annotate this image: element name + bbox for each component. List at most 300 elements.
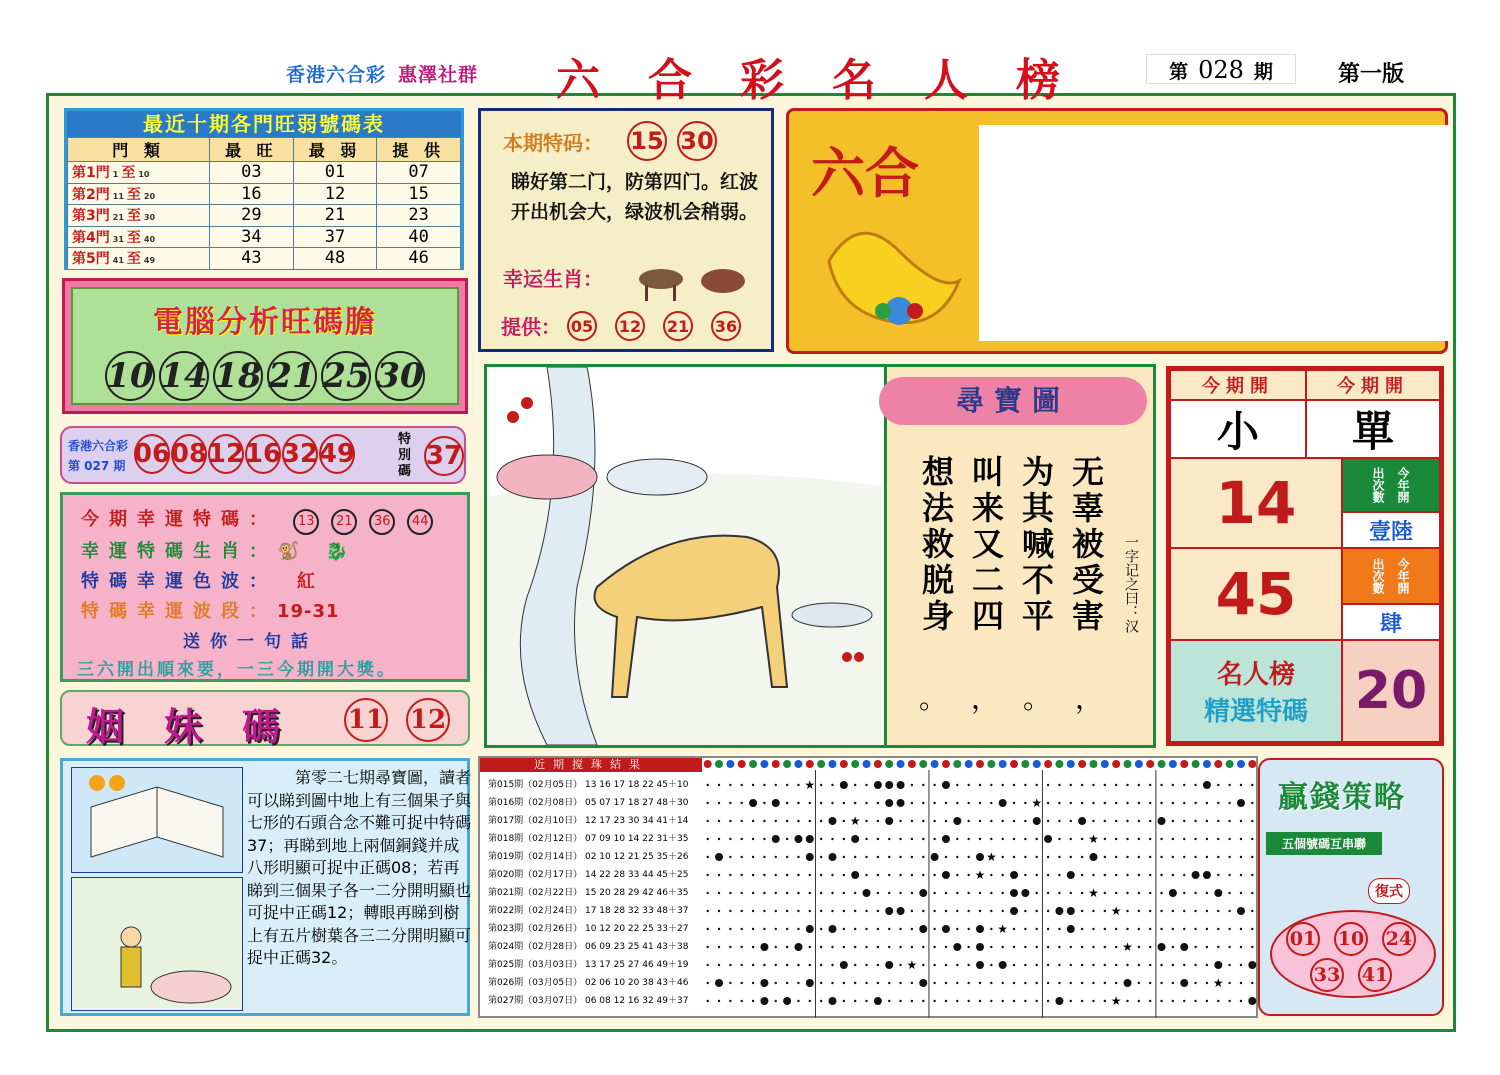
grid-dot xyxy=(820,802,822,804)
grid-dot xyxy=(865,1000,867,1002)
hit-dot xyxy=(1214,961,1222,969)
scholar-image xyxy=(71,877,243,1011)
grid-dot xyxy=(1138,946,1140,948)
grid-dot xyxy=(797,820,799,822)
grid-dot xyxy=(899,928,901,930)
grid-dot xyxy=(990,982,992,984)
grid-dot xyxy=(1217,802,1219,804)
issue-box: 第 028 期 xyxy=(1146,54,1296,84)
grid-dot xyxy=(945,964,947,966)
grid-dot xyxy=(1160,928,1162,930)
grid-dot xyxy=(1081,874,1083,876)
grid-dot xyxy=(729,784,731,786)
grid-dot xyxy=(956,856,958,858)
grid-head-dot xyxy=(1124,760,1132,768)
grid-dot xyxy=(729,982,731,984)
grid-dot xyxy=(1070,802,1072,804)
grid-dot xyxy=(877,838,879,840)
grid-dot xyxy=(1013,784,1015,786)
grid-dot xyxy=(1240,820,1242,822)
grid-dot xyxy=(1024,802,1026,804)
grid-dot xyxy=(1138,874,1140,876)
grid-dot xyxy=(1024,838,1026,840)
grid-dot xyxy=(797,784,799,786)
grid-dot xyxy=(752,1000,754,1002)
grid-dot xyxy=(1024,784,1026,786)
hit-dot xyxy=(1044,835,1052,843)
grid-dot xyxy=(1206,982,1208,984)
grid-dot xyxy=(1183,964,1185,966)
grid-dot xyxy=(877,964,879,966)
grid-head-dot xyxy=(1021,760,1029,768)
grid-dot xyxy=(1070,784,1072,786)
table-row: 第5門 41 至 49 43 48 46 xyxy=(68,248,461,270)
grid-dot xyxy=(729,928,731,930)
special-mark: ★ xyxy=(985,850,997,864)
grid-dot xyxy=(1036,946,1038,948)
grid-dot xyxy=(1149,802,1151,804)
grid-dot xyxy=(1217,910,1219,912)
grid-head-dot xyxy=(1101,760,1109,768)
grid-head-dot xyxy=(1226,760,1234,768)
recent-results xyxy=(478,756,1258,1018)
grid-dot xyxy=(1160,982,1162,984)
grid-dot xyxy=(945,946,947,948)
grid-dot xyxy=(1092,820,1094,822)
grid-dot xyxy=(888,892,890,894)
grid-dot xyxy=(1047,856,1049,858)
special-number: 30 xyxy=(677,121,717,161)
grid-dot xyxy=(763,820,765,822)
grid-dot xyxy=(899,982,901,984)
grid-dot xyxy=(752,964,754,966)
hit-dot xyxy=(715,979,723,987)
grid-dot xyxy=(990,910,992,912)
prev-brand: 香港六合彩 xyxy=(68,439,129,453)
hit-dot xyxy=(976,961,984,969)
result-row: 第021期（02月22日） 15 20 28 29 42 46＋35 xyxy=(488,888,689,898)
grid-dot xyxy=(718,928,720,930)
special-label: 特別碼 xyxy=(398,432,412,479)
grid-dot xyxy=(1126,838,1128,840)
strategy-title: 贏錢策略 xyxy=(1278,780,1406,815)
grid-dot xyxy=(967,820,969,822)
grid-dot xyxy=(752,820,754,822)
hit-dot xyxy=(1033,817,1041,825)
hit-dot xyxy=(885,781,893,789)
hit-dot xyxy=(1067,871,1075,879)
strategy-number: 01 xyxy=(1286,922,1320,956)
grid-head-dot xyxy=(885,760,893,768)
size-result: 小 xyxy=(1169,399,1307,459)
grid-dot xyxy=(933,964,935,966)
grid-dot xyxy=(752,856,754,858)
grid-dot xyxy=(1206,946,1208,948)
grid-head-dot xyxy=(1089,760,1097,768)
grid-dot xyxy=(752,982,754,984)
grid-dot xyxy=(1047,1000,1049,1002)
grid-head-dot xyxy=(1055,760,1063,768)
grid-dot xyxy=(1172,964,1174,966)
grid-dot xyxy=(1024,856,1026,858)
explanation-text: 第零二七期尋寶圖，讀者可以睇到圖中地上有三個果子與七形的石頭合念不難可捉中特碼37；再睇到地上兩個銅錢并成八形明顯可捉中正碼08；若再睇到三個果子各一二分開明顯也可捉中正碼12；轉眼再睇到樹上有五片樹葉各三二分開明顯可捉中正碼32。 xyxy=(247,768,472,967)
grid-dot xyxy=(1001,784,1003,786)
grid-dot xyxy=(956,802,958,804)
grid-dot xyxy=(741,964,743,966)
grid-dot xyxy=(1104,1000,1106,1002)
grid-dot xyxy=(911,892,913,894)
grid-dot xyxy=(922,874,924,876)
grid-dot xyxy=(1149,1000,1151,1002)
grid-dot xyxy=(1149,856,1151,858)
grid-dot xyxy=(786,856,788,858)
poem-column: 无辜被受害 xyxy=(1067,455,1105,635)
grid-dot xyxy=(1228,802,1230,804)
previous-draw xyxy=(60,426,466,484)
hit-dot xyxy=(715,853,723,861)
grid-dot xyxy=(706,982,708,984)
grid-dot xyxy=(1047,802,1049,804)
grid-dot xyxy=(865,964,867,966)
grid-dot xyxy=(1240,784,1242,786)
special-mark: ★ xyxy=(974,868,986,882)
grid-dot xyxy=(729,820,731,822)
grid-dot xyxy=(1172,928,1174,930)
grid-dot xyxy=(1047,982,1049,984)
grid-head-dot xyxy=(1010,760,1018,768)
grid-dot xyxy=(1013,820,1015,822)
strategy-sub: 五個號碼互串聯 xyxy=(1266,832,1382,855)
grid-dot xyxy=(1024,982,1026,984)
grid-dot xyxy=(1240,874,1242,876)
grid-dot xyxy=(967,892,969,894)
grid-dot xyxy=(1081,982,1083,984)
grid-dot xyxy=(786,802,788,804)
grid-dot xyxy=(1138,892,1140,894)
hit-dot xyxy=(840,781,848,789)
grid-dot xyxy=(1104,856,1106,858)
result-row: 第018期（02月12日） 07 09 10 14 22 31＋35 xyxy=(488,834,689,844)
grid-dot xyxy=(809,820,811,822)
strategy-oval xyxy=(1270,910,1436,998)
grid-dot xyxy=(1251,928,1253,930)
grid-dot xyxy=(775,982,777,984)
grid-dot xyxy=(1115,856,1117,858)
grid-dot xyxy=(1172,820,1174,822)
grid-dot xyxy=(797,856,799,858)
grid-dot xyxy=(843,928,845,930)
grid-dot xyxy=(775,856,777,858)
grid-dot xyxy=(1070,820,1072,822)
grid-head-dot xyxy=(828,760,836,768)
grid-dot xyxy=(1172,1000,1174,1002)
grid-dot xyxy=(933,838,935,840)
grid-dot xyxy=(1183,892,1185,894)
grid-dot xyxy=(1036,892,1038,894)
hit-dot xyxy=(772,799,780,807)
grid-dot xyxy=(1138,838,1140,840)
hit-dot xyxy=(828,997,836,1005)
grid-dot xyxy=(729,856,731,858)
grid-head-dot xyxy=(783,760,791,768)
grid-dot xyxy=(865,802,867,804)
grid-dot xyxy=(1115,892,1117,894)
grid-dot xyxy=(1058,820,1060,822)
hit-dot xyxy=(999,799,1007,807)
grid-dot xyxy=(854,784,856,786)
grid-dot xyxy=(922,910,924,912)
edition: 第一版 xyxy=(1338,62,1405,87)
grid-dot xyxy=(1228,910,1230,912)
hit-dot xyxy=(828,925,836,933)
special-mark: ★ xyxy=(1088,832,1099,846)
grid-dot xyxy=(797,802,799,804)
provide-number: 12 xyxy=(615,311,645,341)
grid-dot xyxy=(911,1000,913,1002)
hit-dot xyxy=(942,835,950,843)
grid-dot xyxy=(1001,1000,1003,1002)
goat-pig-icon xyxy=(631,257,751,303)
grid-dot xyxy=(911,784,913,786)
strategy-number: 10 xyxy=(1334,922,1368,956)
hit-dot xyxy=(953,943,961,951)
grid-dot xyxy=(1160,874,1162,876)
grid-head-dot xyxy=(760,760,768,768)
hit-dot xyxy=(1203,871,1211,879)
grid-dot xyxy=(967,784,969,786)
grid-dot xyxy=(786,784,788,786)
grid-head-dot xyxy=(919,760,927,768)
grid-dot xyxy=(1126,1000,1128,1002)
grid-head-dot xyxy=(1158,760,1166,768)
grid-dot xyxy=(809,802,811,804)
grid-dot xyxy=(1092,946,1094,948)
dragon-logo-icon xyxy=(819,201,969,341)
grid-dot xyxy=(1183,928,1185,930)
grid-dot xyxy=(843,856,845,858)
grid-dot xyxy=(1206,838,1208,840)
grid-dot xyxy=(1240,838,1242,840)
grid-dot xyxy=(1092,784,1094,786)
grid-dot xyxy=(752,784,754,786)
hit-dot xyxy=(1078,817,1086,825)
grid-dot xyxy=(854,802,856,804)
special-advice: 睇好第二门，防第四门。红波开出机会大，绿波机会稍弱。 xyxy=(511,171,759,223)
grid-dot xyxy=(854,964,856,966)
hit-dot xyxy=(1010,889,1018,897)
grid-head-dot xyxy=(1044,760,1052,768)
grid-dot xyxy=(1104,928,1106,930)
grid-dot xyxy=(706,874,708,876)
grid-dot xyxy=(1001,910,1003,912)
hit-dot xyxy=(851,835,859,843)
grid-dot xyxy=(1138,1000,1140,1002)
grid-dot xyxy=(1001,838,1003,840)
grid-dot xyxy=(1036,910,1038,912)
grid-dot xyxy=(877,802,879,804)
grid-dot xyxy=(1001,982,1003,984)
grid-dot xyxy=(979,982,981,984)
grid-dot xyxy=(1070,892,1072,894)
grid-dot xyxy=(1070,856,1072,858)
hit-dot xyxy=(1010,907,1018,915)
grid-dot xyxy=(854,1000,856,1002)
grid-dot xyxy=(854,856,856,858)
grid-dot xyxy=(1160,910,1162,912)
grid-dot xyxy=(1104,892,1106,894)
grid-dot xyxy=(1126,892,1128,894)
grid-dot xyxy=(1228,856,1230,858)
grid-dot xyxy=(797,892,799,894)
hit-dot xyxy=(885,907,893,915)
hit-dot xyxy=(828,817,836,825)
grid-dot xyxy=(888,856,890,858)
grid-dot xyxy=(1115,802,1117,804)
grid-dot xyxy=(956,838,958,840)
hit-dot xyxy=(1203,781,1211,789)
grid-head-dot xyxy=(726,760,734,768)
col-give: 提 供 xyxy=(377,138,461,162)
hit-dot xyxy=(1180,943,1188,951)
poem xyxy=(915,455,1107,635)
grid-dot xyxy=(820,928,822,930)
brand: 香港六合彩 惠澤社群 xyxy=(286,64,479,86)
grid-dot xyxy=(1194,820,1196,822)
grid-dot xyxy=(1013,1000,1015,1002)
grid-dot xyxy=(1228,838,1230,840)
grid-dot xyxy=(1036,856,1038,858)
treasure-explanation xyxy=(60,758,470,1016)
grid-dot xyxy=(1013,982,1015,984)
grid-dot xyxy=(899,874,901,876)
grid-dot xyxy=(1058,856,1060,858)
col-min: 最 弱 xyxy=(293,138,377,162)
grid-dot xyxy=(1036,874,1038,876)
grid-dot xyxy=(831,802,833,804)
grid-dot xyxy=(1172,910,1174,912)
provide-number: 36 xyxy=(711,311,741,341)
grid-head-dot xyxy=(1192,760,1200,768)
grid-dot xyxy=(763,802,765,804)
grid-dot xyxy=(979,784,981,786)
grid-dot xyxy=(888,946,890,948)
grid-dot xyxy=(922,838,924,840)
grid-dot xyxy=(922,964,924,966)
grid-dot xyxy=(729,874,731,876)
grid-dot xyxy=(741,874,743,876)
grid-dot xyxy=(967,928,969,930)
grid-dot xyxy=(1104,946,1106,948)
grid-dot xyxy=(706,1000,708,1002)
grid-dot xyxy=(820,1000,822,1002)
special-mark: ★ xyxy=(997,922,1009,936)
grid-dot xyxy=(1172,874,1174,876)
grid-head-dot xyxy=(806,760,814,768)
lucky-panel xyxy=(60,492,470,682)
grid-dot xyxy=(1149,838,1151,840)
grid-dot xyxy=(831,910,833,912)
hit-dot xyxy=(1089,853,1097,861)
stat-value: 壹陸 xyxy=(1341,511,1441,549)
grid-dot xyxy=(967,946,969,948)
grid-dot xyxy=(877,856,879,858)
hit-dot xyxy=(863,889,871,897)
grid-dot xyxy=(1160,802,1162,804)
special-mark: ★ xyxy=(1088,886,1099,900)
grid-dot xyxy=(854,928,856,930)
hit-dot xyxy=(772,835,780,843)
grid-dot xyxy=(729,910,731,912)
special-mark: ★ xyxy=(1212,976,1224,990)
grid-dot xyxy=(706,784,708,786)
prev-number: 08 xyxy=(171,434,207,474)
grid-dot xyxy=(1172,838,1174,840)
grid-dot xyxy=(1081,892,1083,894)
grid-dot xyxy=(1013,838,1015,840)
grid-dot xyxy=(1217,838,1219,840)
poem-punct: 。，。， xyxy=(919,682,1142,715)
grid-dot xyxy=(820,784,822,786)
special-heading: 本期特码： xyxy=(503,131,603,155)
grid-dot xyxy=(1172,982,1174,984)
sisters-title: 姻妹碼 xyxy=(86,705,321,749)
result-row: 第023期（02月26日） 10 12 20 22 25 33＋27 xyxy=(488,924,689,934)
grid-dot xyxy=(865,946,867,948)
grid-dot xyxy=(1217,784,1219,786)
treasure-scroll xyxy=(884,364,1156,748)
grid-dot xyxy=(945,1000,947,1002)
grid-dot xyxy=(741,982,743,984)
hit-dot xyxy=(874,781,882,789)
prev-issue: 第 027 期 xyxy=(68,459,126,473)
grid-dot xyxy=(786,820,788,822)
grid-dot xyxy=(1036,964,1038,966)
grid-dot xyxy=(1081,964,1083,966)
grid-dot xyxy=(990,1000,992,1002)
hit-dot xyxy=(749,799,757,807)
hit-dot xyxy=(840,961,848,969)
grid-dot xyxy=(797,874,799,876)
grid-dot xyxy=(899,892,901,894)
grid-dot xyxy=(1194,892,1196,894)
hit-dot xyxy=(919,925,927,933)
grid-dot xyxy=(1058,892,1060,894)
grid-dot xyxy=(1024,820,1026,822)
grid-dot xyxy=(1183,856,1185,858)
grid-dot xyxy=(718,838,720,840)
grid-dot xyxy=(1126,856,1128,858)
grid-dot xyxy=(899,820,901,822)
grid-dot xyxy=(922,820,924,822)
grid-dot xyxy=(843,802,845,804)
hit-dot xyxy=(1214,889,1222,897)
grid-dot xyxy=(990,964,992,966)
grid-dot xyxy=(865,838,867,840)
strategy-panel xyxy=(1258,758,1444,1016)
one-sentence: 送你一句話 xyxy=(183,632,318,652)
grid-dot xyxy=(888,1000,890,1002)
grid-dot xyxy=(763,856,765,858)
grid-dot xyxy=(809,874,811,876)
pc-number: 25 xyxy=(321,351,371,401)
grid-dot xyxy=(763,784,765,786)
grid-dot xyxy=(1092,982,1094,984)
grid-dot xyxy=(911,946,913,948)
grid-dot xyxy=(786,874,788,876)
grid-dot xyxy=(1206,820,1208,822)
grid-dot xyxy=(888,838,890,840)
grid-dot xyxy=(979,838,981,840)
